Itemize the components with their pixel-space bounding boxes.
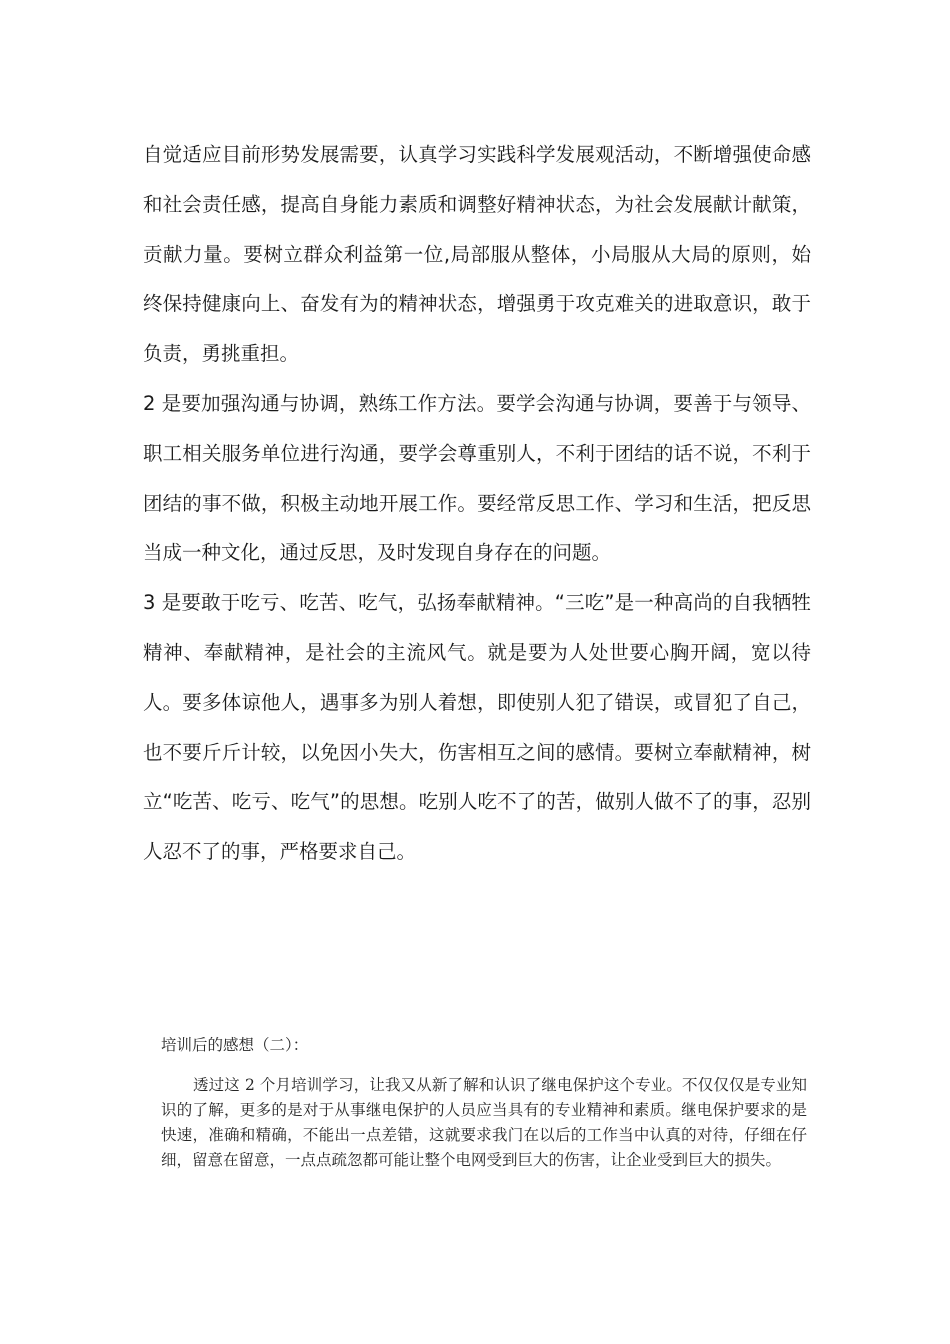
paragraph-1: 自觉适应目前形势发展需要，认真学习实践科学发展观活动，不断增强使命感和社会责任感，提高自身能力素质和调整好精神状态，为社会发展献计献策，贡献力量。要树立群众利益第一位,局部服从整体，小局服从大局的原则，始终保持健康向上、奋发有为的精神状态，增强勇于攻克难关的进取意识，敢于负责，勇挑重担。	[143, 143, 811, 366]
main-text-section	[143, 130, 811, 877]
section-heading: 培训后的感想（二）：	[161, 1036, 309, 1054]
paragraph-3: 3 是要敢于吃亏、吃苦、吃气，弘扬奉献精神。“三吃”是一种高尚的自我牺牲精神、奉献精神，是社会的主流风气。就是要为人处世要心胸开阔，宽以待人。要多体谅他人，遇事多为别人着想，即使别人犯了错误，或冒犯了自己，也不要斤斤计较，以免因小失大，伤害相互之间的感情。要树立奉献精神，树立“吃苦、吃亏、吃气”的思想。吃别人吃不了的苦，做别人做不了的事，忍别人忍不了的事，严格要求自己。	[143, 591, 811, 864]
reflection-paragraph: 透过这 2 个月培训学习，让我又从新了解和认识了继电保护这个专业。不仅仅仅是专业知识的了解，更多的是对于从事继电保护的人员应当具有的专业精神和素质。继电保护要求的是快速，准确和精确，不能出一点差错，这就要求我门在以后的工作当中认真的对待，仔细在仔细，留意在留意，一点点疏忽都可能让整个电网受到巨大的伤害，让企业受到巨大的损失。	[161, 1076, 807, 1169]
reflection-section	[161, 1032, 807, 1173]
paragraph-2: 2 是要加强沟通与协调，熟练工作方法。要学会沟通与协调，要善于与领导、职工相关服务单位进行沟通，要学会尊重别人，不利于团结的话不说，不利于团结的事不做，积极主动地开展工作。要经常反思工作、学习和生活，把反思当成一种文化，通过反思，及时发现自身存在的问题。	[143, 391, 811, 565]
